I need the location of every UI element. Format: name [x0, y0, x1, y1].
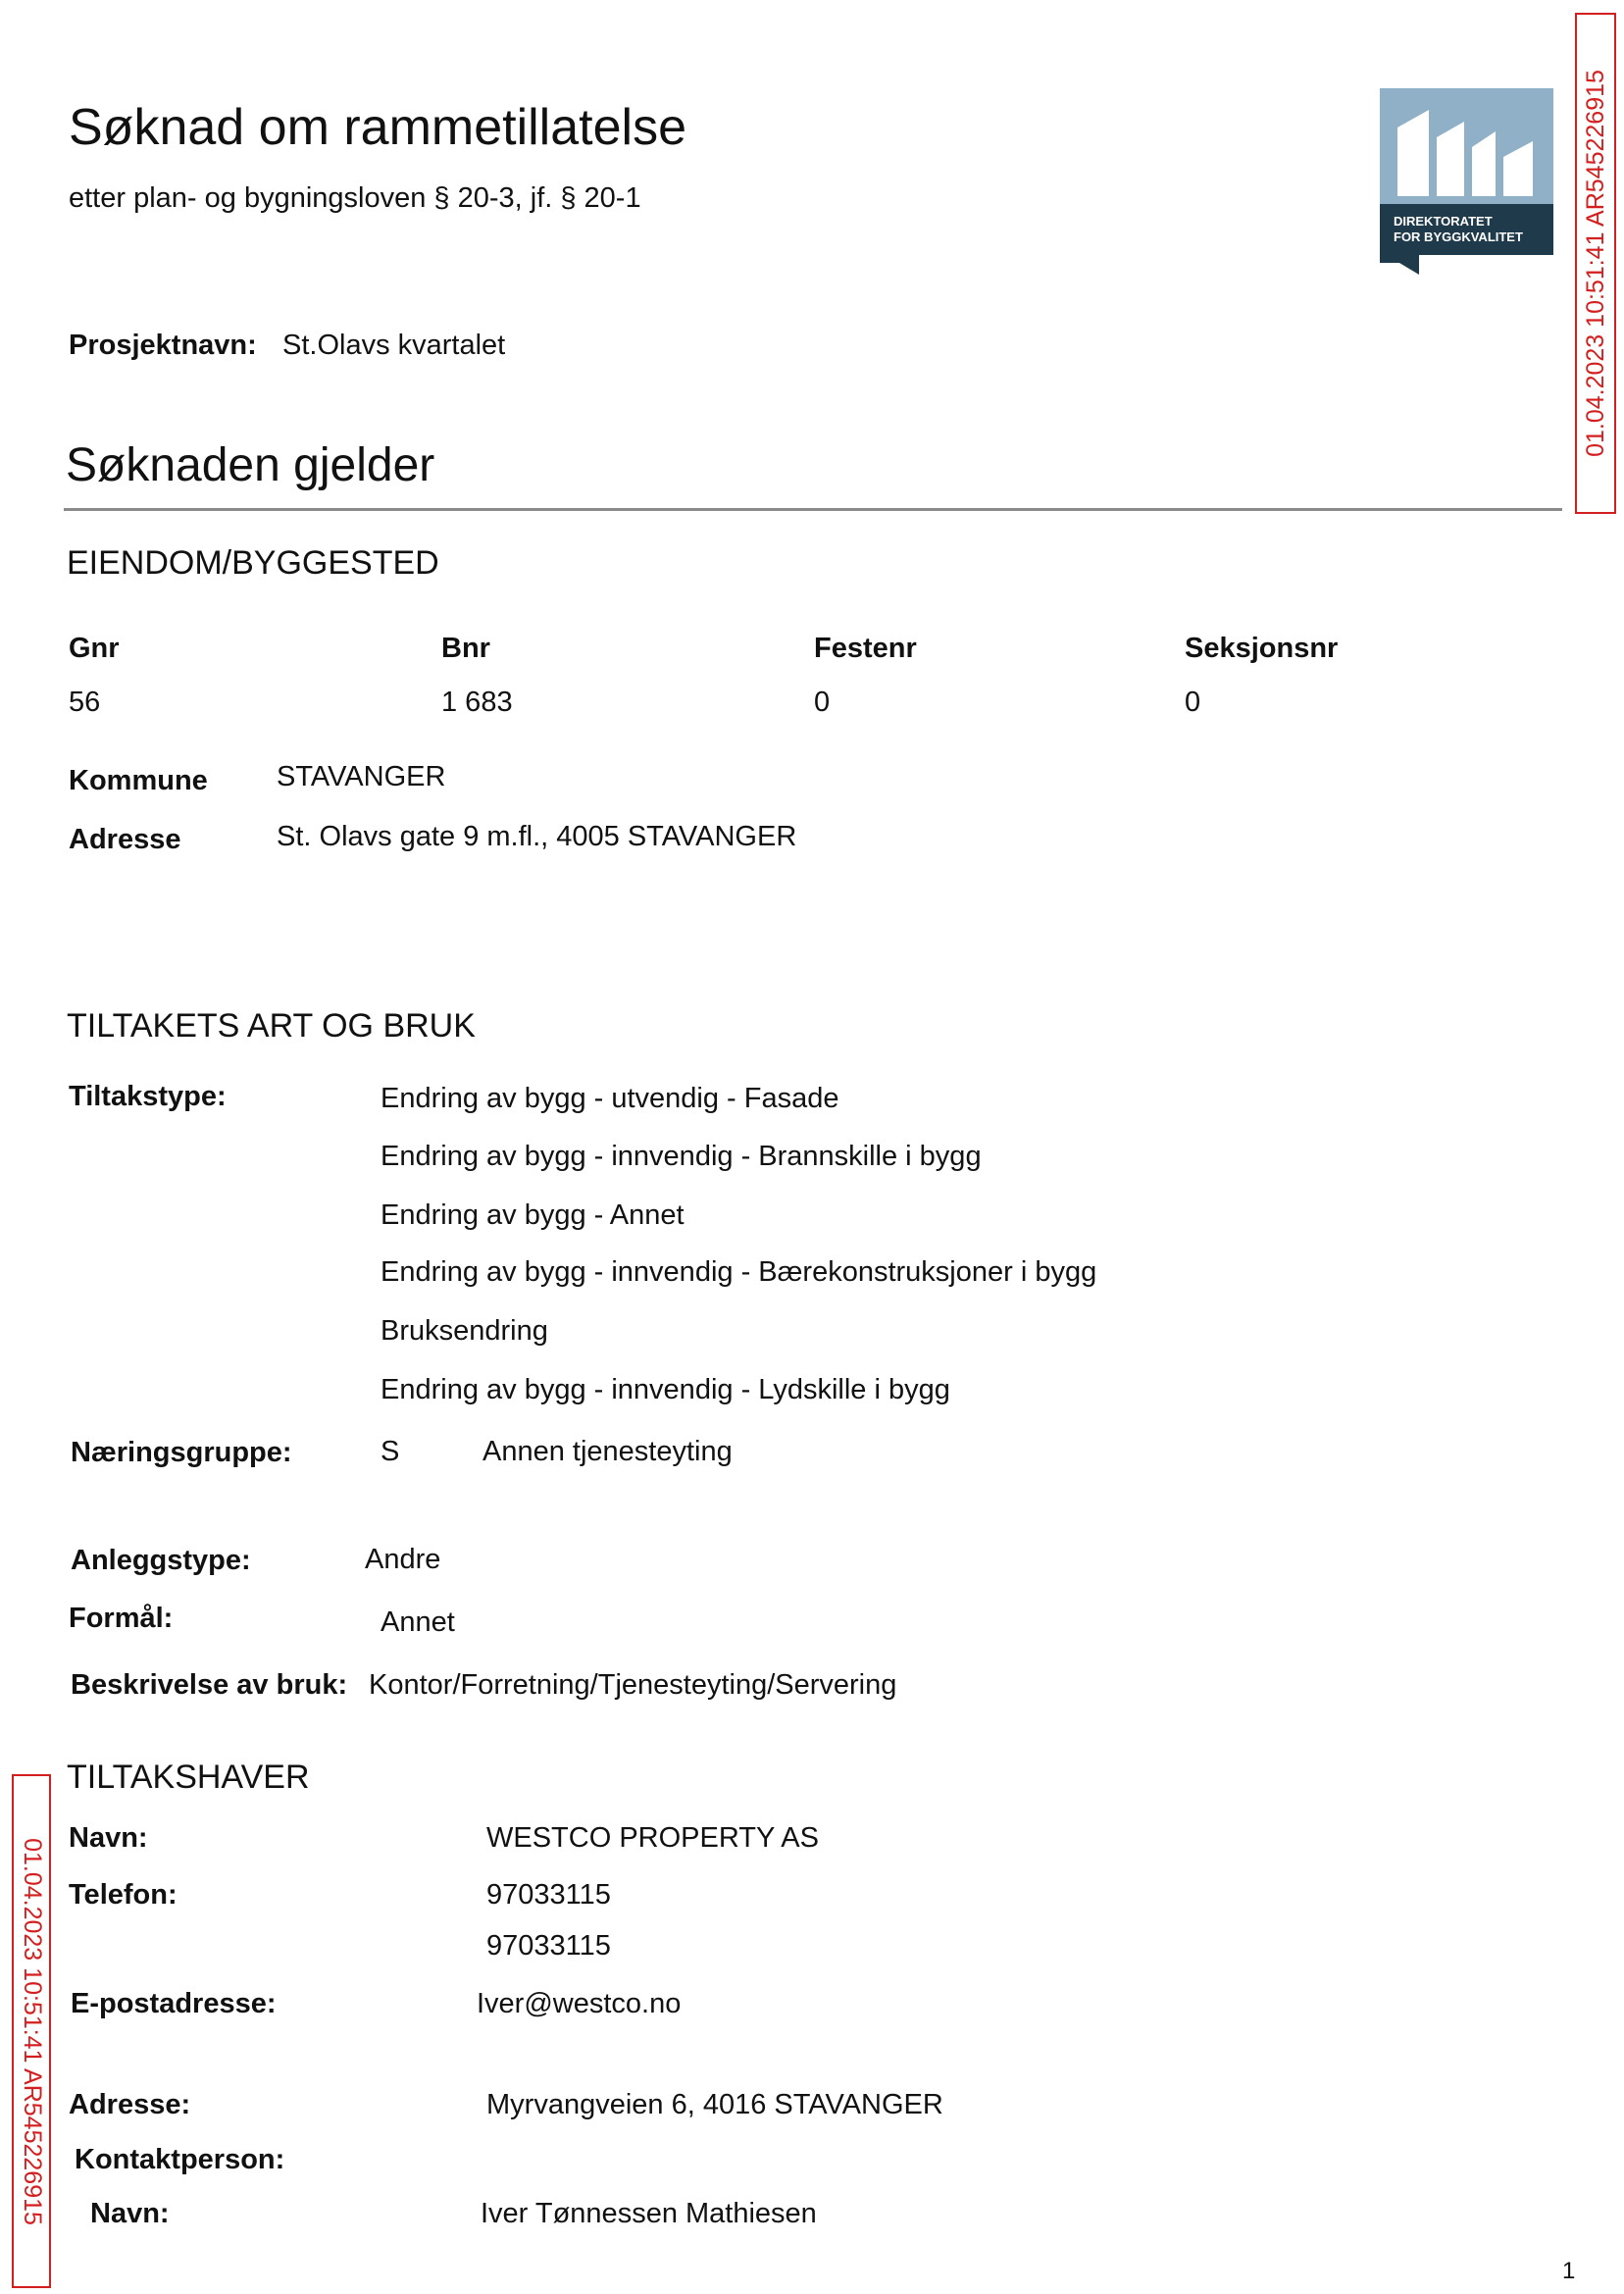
festenr-value: 0 [814, 687, 831, 718]
tiltakstype-item: Endring av bygg - innvendig - Brannskille i bygg [381, 1141, 982, 1172]
kontaktperson-label: Kontaktperson: [75, 2144, 285, 2175]
festenr-label: Festenr [814, 633, 917, 664]
bnr-value: 1 683 [441, 687, 513, 718]
tiltakstype-item: Endring av bygg - innvendig - Lydskille i bygg [381, 1374, 950, 1405]
seksjonsnr-label: Seksjonsnr [1185, 633, 1339, 664]
telefon-value: 97033115 [486, 1930, 611, 1962]
section-divider [64, 508, 1562, 511]
beskrivelse-label: Beskrivelse av bruk: [71, 1669, 348, 1701]
kontakt-navn-value: Iver Tønnessen Mathiesen [481, 2198, 817, 2229]
formal-value: Annet [381, 1606, 455, 1638]
page-number: 1 [1562, 2258, 1576, 2284]
naeringsgruppe-label: Næringsgruppe: [71, 1437, 292, 1468]
logo-line2: FOR BYGGKVALITET [1394, 229, 1523, 244]
section-title: Søknaden gjelder [66, 439, 435, 491]
tiltakstype-item: Bruksendring [381, 1315, 548, 1347]
navn-value: WESTCO PROPERTY AS [486, 1822, 819, 1854]
tiltakstype-item: Endring av bygg - innvendig - Bærekonstruksjoner i bygg [381, 1256, 1097, 1288]
tiltakshaver-heading: TILTAKSHAVER [67, 1759, 310, 1796]
tiltakstype-item: Endring av bygg - Annet [381, 1199, 685, 1231]
dibk-logo-icon [1380, 88, 1553, 275]
tiltakstype-item: Endring av bygg - utvendig - Fasade [381, 1083, 839, 1114]
anleggstype-value: Andre [365, 1544, 441, 1575]
telefon-label: Telefon: [69, 1879, 178, 1911]
epost-value: Iver@westco.no [477, 1988, 682, 2019]
document-subtitle: etter plan- og bygningsloven § 20-3, jf. § 20-1 [69, 182, 641, 214]
navn-label: Navn: [69, 1822, 148, 1854]
tiltakshaver-adresse-label: Adresse: [69, 2089, 191, 2120]
stamp-text: 01.04.2023 10:51:41 AR545226915 [1581, 70, 1609, 457]
anleggstype-label: Anleggstype: [71, 1545, 251, 1576]
adresse-value: St. Olavs gate 9 m.fl., 4005 STAVANGER [277, 821, 797, 852]
gnr-value: 56 [69, 687, 101, 718]
epost-label: E-postadresse: [71, 1988, 277, 2019]
kommune-label: Kommune [69, 765, 208, 796]
naeringsgruppe-code: S [381, 1436, 400, 1467]
kommune-value: STAVANGER [277, 761, 446, 792]
logo-line1: DIREKTORATET [1394, 214, 1493, 229]
gnr-label: Gnr [69, 633, 120, 664]
dibk-logo [1380, 88, 1553, 275]
telefon-value: 97033115 [486, 1879, 611, 1911]
adresse-label: Adresse [69, 824, 181, 855]
timestamp-stamp-left [12, 1774, 51, 2288]
seksjonsnr-value: 0 [1185, 687, 1201, 718]
kontakt-navn-label: Navn: [90, 2198, 170, 2229]
tiltakstype-label: Tiltakstype: [69, 1081, 227, 1112]
stamp-text: 01.04.2023 10:51:41 AR545226915 [18, 1837, 46, 2225]
eiendom-heading: EIENDOM/BYGGESTED [67, 544, 439, 582]
tiltakshaver-adresse-value: Myrvangveien 6, 4016 STAVANGER [486, 2089, 943, 2120]
bnr-label: Bnr [441, 633, 490, 664]
project-name-value: St.Olavs kvartalet [282, 330, 506, 361]
beskrivelse-value: Kontor/Forretning/Tjenesteyting/Servering [369, 1669, 897, 1701]
project-name-label: Prosjektnavn: [69, 330, 257, 361]
naeringsgruppe-value: Annen tjenesteyting [482, 1436, 733, 1467]
document-title: Søknad om rammetillatelse [69, 99, 686, 156]
timestamp-stamp-right [1575, 13, 1616, 514]
formal-label: Formål: [69, 1603, 174, 1634]
tiltak-heading: TILTAKETS ART OG BRUK [67, 1007, 476, 1045]
